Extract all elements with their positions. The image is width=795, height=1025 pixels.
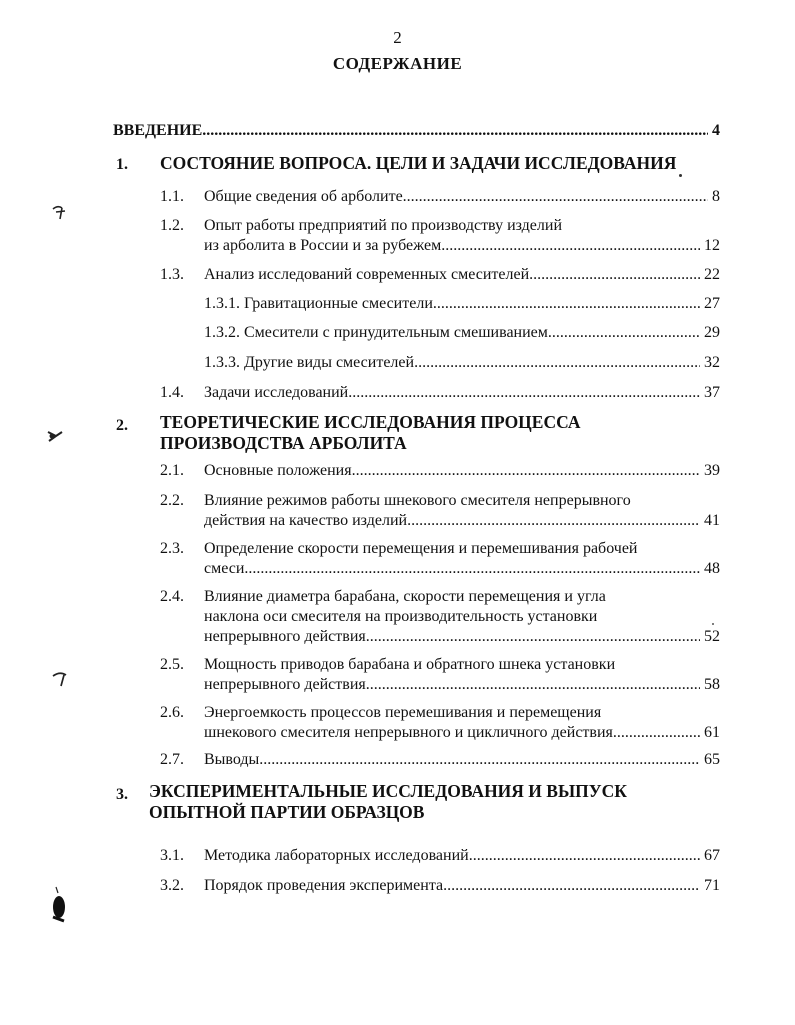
toc-entry (204, 294, 720, 314)
dot-leader (529, 265, 700, 285)
dot-leader (348, 383, 700, 403)
dot-leader (441, 236, 700, 256)
page-number: 2 (393, 28, 402, 47)
dot-leader (548, 323, 700, 343)
chapter-title: ОПЫТНОЙ ПАРТИИ ОБРАЗЦОВ (149, 802, 425, 822)
section-number: 1.4. (160, 384, 184, 401)
toc-entry (204, 846, 720, 866)
toc-page-number: 61 (704, 724, 720, 741)
toc-entry (204, 675, 720, 695)
section-number: 1.2. (160, 217, 184, 234)
scan-speck (712, 623, 714, 625)
toc-entry-label: Энергоемкость процессов перемешивания и перемещения (204, 704, 602, 721)
toc-entry-label: Анализ исследований современных смесителей (204, 266, 530, 283)
toc-page-number: 12 (704, 237, 720, 254)
toc-page-number: 52 (704, 628, 720, 645)
toc-entry-label: Мощность приводов барабана и обратного шнека установки (204, 656, 616, 673)
section-number: 1.3. (160, 266, 184, 283)
dot-leader (403, 187, 708, 207)
toc-page-number: 48 (704, 560, 720, 577)
toc-entry (204, 353, 720, 373)
scan-mark-icon (50, 203, 72, 223)
chapter-title: СОСТОЯНИЕ ВОПРОСА. ЦЕЛИ И ЗАДАЧИ ИССЛЕДОВАНИЯ (160, 153, 677, 173)
toc-entry-label: Задачи исследований (204, 384, 349, 401)
toc-entry (204, 876, 720, 896)
dot-leader (443, 876, 700, 896)
toc-page-number: 8 (712, 188, 720, 205)
chapter-title: ЭКСПЕРИМЕНТАЛЬНЫЕ ИССЛЕДОВАНИЯ И ВЫПУСК (149, 781, 627, 801)
toc-entry (204, 187, 720, 207)
section-number: 2.7. (160, 751, 184, 768)
chapter-title: ПРОИЗВОДСТВА АРБОЛИТА (160, 433, 407, 453)
section-number: 2.3. (160, 540, 184, 557)
section-number: 2.4. (160, 588, 184, 605)
dot-leader (469, 846, 700, 866)
toc-entry-label: Влияние режимов работы шнекового смесителя непрерывного (204, 492, 631, 509)
chapter-number: 1. (116, 156, 128, 173)
toc-entry (204, 383, 720, 403)
toc-entry-label: Общие сведения об арболите (204, 188, 403, 205)
chapter-number: 3. (116, 786, 128, 803)
dot-leader (352, 461, 700, 481)
section-number: 3.2. (160, 877, 184, 894)
toc-page-number: 67 (704, 847, 720, 864)
toc-entry-label: из арболита в России и за рубежем (204, 237, 442, 254)
toc-entry-label: Определение скорости перемещения и перемешивания рабочей (204, 540, 638, 557)
toc-entry (204, 236, 720, 256)
section-number: 2.2. (160, 492, 184, 509)
toc-entry (204, 265, 720, 285)
toc-entry-label: Методика лабораторных исследований (204, 847, 469, 864)
section-number: 2.6. (160, 704, 184, 721)
toc-entry-label: шнекового смесителя непрерывного и цикличного действия (204, 724, 613, 741)
toc-page-number: 58 (704, 676, 720, 693)
section-number: 2.5. (160, 656, 184, 673)
dot-leader (407, 511, 700, 531)
toc-entry (204, 627, 720, 647)
chapter-title: ТЕОРЕТИЧЕСКИЕ ИССЛЕДОВАНИЯ ПРОЦЕССА (160, 412, 581, 432)
toc-entry-label: Влияние диаметра барабана, скорости перемещения и угла (204, 588, 606, 605)
chapter-number: 2. (116, 417, 128, 434)
toc-entry-intro (113, 121, 720, 141)
toc-page-number: 71 (704, 877, 720, 894)
section-number: 2.1. (160, 462, 184, 479)
toc-page-number: 65 (704, 751, 720, 768)
toc-page-number: 27 (704, 295, 720, 312)
toc-entry-label: 1.3.2. Смесители с принудительным смешиванием (204, 324, 548, 341)
section-number: 1.1. (160, 188, 184, 205)
toc-entry (204, 461, 720, 481)
toc-entry (204, 750, 720, 770)
section-number: 3.1. (160, 847, 184, 864)
toc-page-number: 29 (704, 324, 720, 341)
dot-leader (414, 353, 700, 373)
scan-mark-icon (50, 670, 74, 690)
toc-page-number: 41 (704, 512, 720, 529)
dot-leader (613, 723, 700, 743)
toc-entry-label: Опыт работы предприятий по производству изделий (204, 217, 563, 234)
dot-leader (366, 675, 700, 695)
toc-entry-label: смеси (204, 560, 245, 577)
toc-entry-label: Основные положения (204, 462, 352, 479)
toc-entry (204, 723, 720, 743)
scan-speck (679, 174, 682, 177)
toc-entry-label: непрерывного действия (204, 628, 366, 645)
dot-leader (244, 559, 700, 579)
toc-entry (204, 323, 720, 343)
toc-entry-label: Выводы (204, 751, 260, 768)
toc-entry-label: действия на качество изделий (204, 512, 408, 529)
dot-leader (366, 627, 700, 647)
toc-entry-label: ВВЕДЕНИЕ (113, 122, 203, 139)
toc-entry-label: 1.3.3. Другие виды смесителей (204, 354, 415, 371)
scan-mark-icon (48, 885, 70, 925)
scan-mark-icon (46, 428, 66, 444)
toc-entry-label: непрерывного действия (204, 676, 366, 693)
toc-entry (204, 559, 720, 579)
toc-page-number: 4 (712, 122, 720, 139)
toc-page-number: 39 (704, 462, 720, 479)
toc-page-number: 32 (704, 354, 720, 371)
toc-page-number: 22 (704, 266, 720, 283)
dot-leader (202, 121, 708, 141)
toc-entry (204, 511, 720, 531)
toc-entry-label: Порядок проведения эксперимента (204, 877, 444, 894)
page-title: СОДЕРЖАНИЕ (332, 54, 463, 73)
toc-page-number: 37 (704, 384, 720, 401)
dot-leader (433, 294, 700, 314)
dot-leader (259, 750, 700, 770)
toc-entry-label: наклона оси смесителя на производительность установки (204, 608, 598, 625)
toc-entry-label: 1.3.1. Гравитационные смесители (204, 295, 433, 312)
